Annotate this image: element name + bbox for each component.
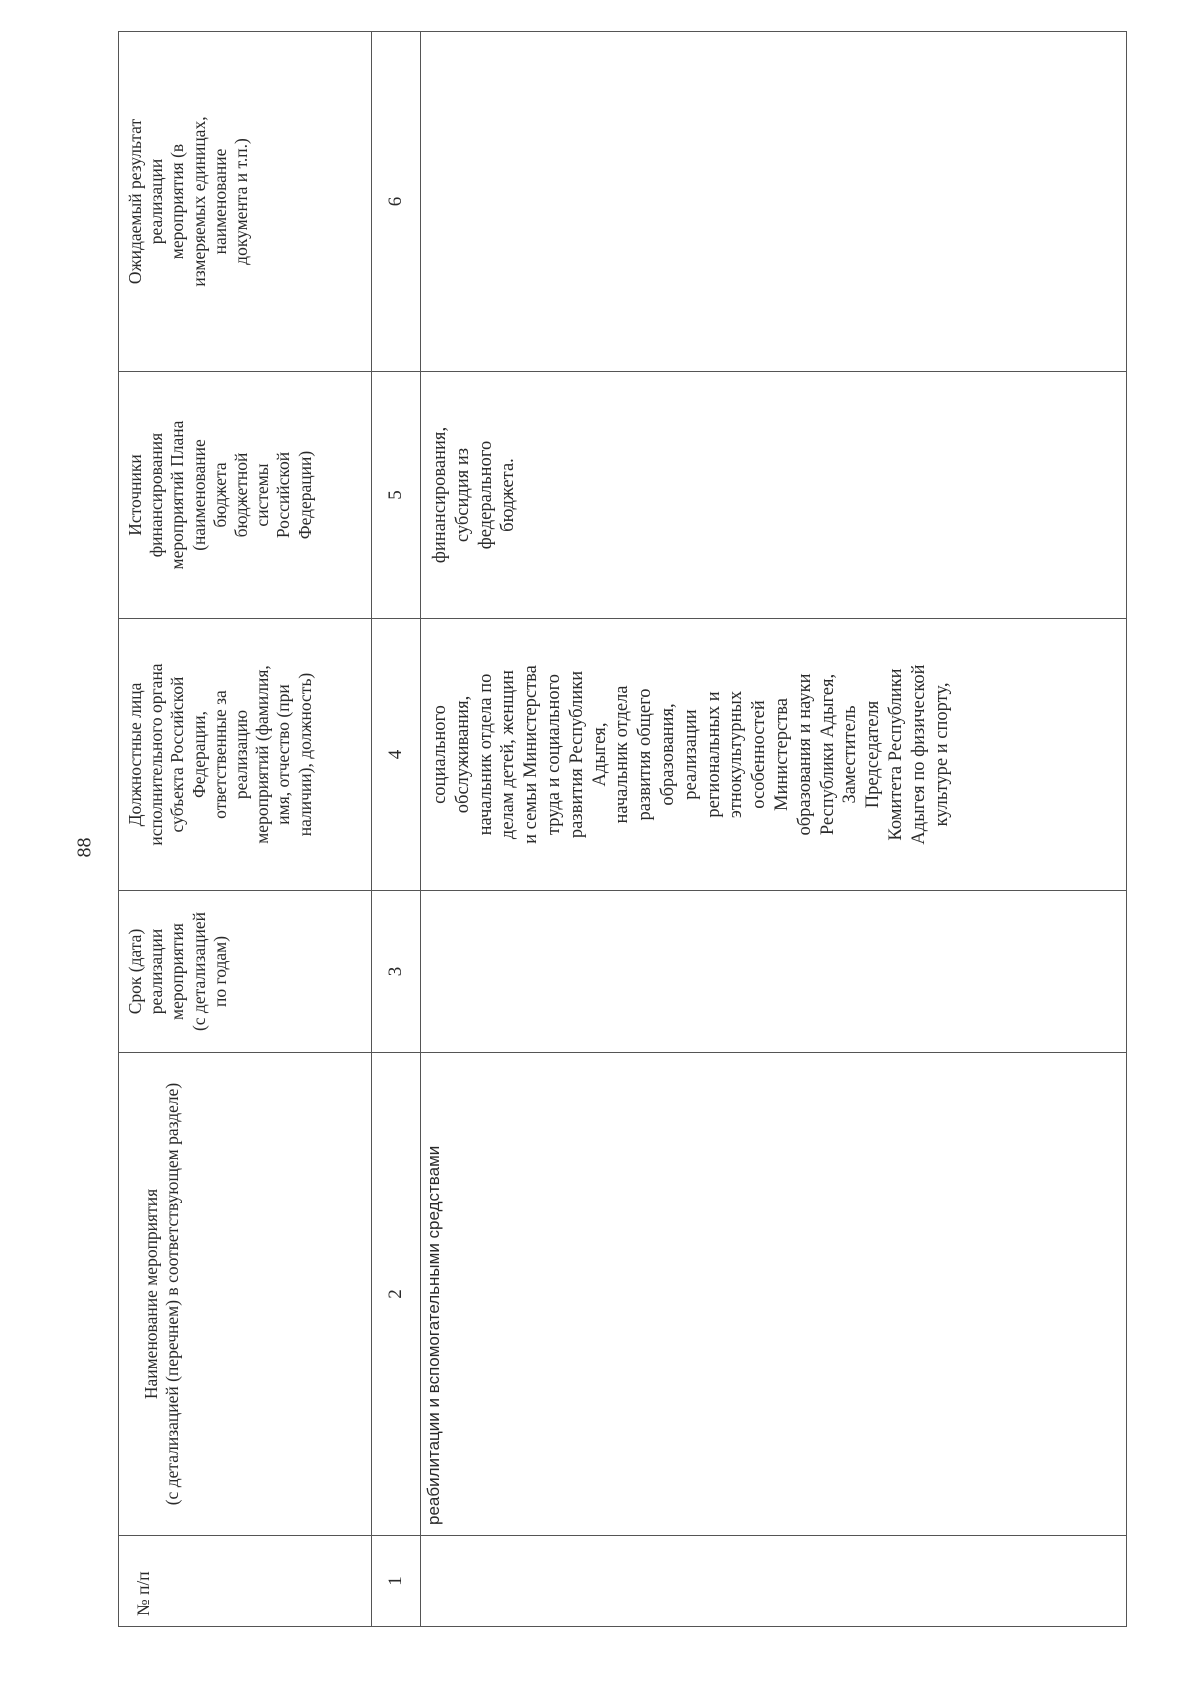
text-line: № п/п [133, 1571, 153, 1616]
text-line: бюджетной [231, 452, 252, 538]
text-line: и семьи Министерства [521, 665, 542, 844]
text-line: исполнительного органа [146, 663, 167, 846]
text-line: реализации [146, 928, 167, 1015]
text-line: финансирования [146, 432, 167, 558]
column-number-3: 3 [372, 891, 421, 1053]
text-line: Министерства [771, 698, 792, 811]
text-line: реализацию [231, 709, 252, 800]
text-line: Комитета Республики [885, 668, 906, 841]
cell-responsible-officials [421, 619, 1127, 891]
text-line: Республики Адыгея, [817, 673, 838, 836]
column-number-6: 6 [372, 32, 421, 372]
column-number-2: 2 [372, 1053, 421, 1536]
header-col3 [119, 891, 372, 1053]
cell-activity-name: реабилитации и вспомогательными средствами [421, 1053, 1127, 1536]
page-number: 88 [73, 837, 96, 858]
text-line: Наименование мероприятия [141, 1188, 161, 1400]
text-line: субъекта Российской [167, 676, 188, 833]
text-line: Федерации, [188, 710, 209, 799]
text-line: Срок (дата) [125, 928, 145, 1015]
text-line: наличии), должность) [294, 672, 315, 837]
text-line: Российской [273, 451, 294, 539]
header-col1 [119, 1536, 372, 1627]
column-number-5: 5 [372, 372, 421, 619]
table-header-row [119, 32, 372, 1627]
text-line: федерального [475, 440, 496, 550]
text-line: бюджета. [498, 458, 519, 532]
text-line: развития Республики [566, 670, 587, 839]
text-line: мероприятия [167, 923, 188, 1020]
header-col2 [119, 1053, 372, 1536]
text-line: (с детализацией (перечнем) в соответствующем разделе) [162, 1082, 183, 1506]
text-line: бюджета [209, 462, 230, 528]
header-col5 [119, 372, 372, 619]
cell-number [421, 1536, 1127, 1627]
text-line: социального [430, 705, 450, 804]
text-line: Адыгея, [589, 722, 610, 787]
text-line: реализации [146, 158, 167, 245]
text-line: мероприятий (фамилия, [252, 665, 273, 844]
text-line: системы [252, 463, 273, 527]
text-line: начальник отдела по [475, 673, 496, 836]
header-col6 [119, 32, 372, 372]
text-line: финансирования, [430, 426, 450, 564]
header-col4 [119, 619, 372, 891]
text-line: развития общего [635, 688, 656, 821]
text-line: Должностные лица [125, 682, 145, 827]
text-line: (наименование [188, 439, 209, 551]
rotated-table-container [118, 48, 1127, 1627]
text-line: этнокультурных [726, 690, 747, 819]
table-row [421, 32, 1127, 1627]
text-line: образования, [657, 703, 678, 806]
text-line: Ожидаемый результат [125, 118, 145, 285]
text-line: Источники [125, 454, 145, 536]
text-line: субсидия из [452, 447, 473, 543]
text-line: мероприятий Плана [167, 420, 188, 570]
text-line: измеряемых единицах, [188, 116, 209, 287]
column-number-row [372, 32, 421, 1627]
text-line: ответственные за [209, 690, 230, 819]
text-line: имя, отчество (при [273, 684, 294, 825]
text-line: труда и социального [543, 674, 564, 836]
text-line: Адыгея по физической [908, 664, 929, 845]
text-line: начальник отдела [612, 685, 633, 824]
text-line: Председателя [863, 700, 884, 809]
text-line: культуре и спорту, [931, 682, 952, 827]
text-line: реализации [680, 709, 701, 800]
text-line: обслуживания, [452, 695, 473, 814]
text-line: (с детализацией [188, 911, 209, 1032]
cell-deadline [421, 891, 1127, 1053]
cell-funding-sources [421, 372, 1127, 619]
column-number-4: 4 [372, 619, 421, 891]
cell-expected-result [421, 32, 1127, 372]
column-number-1: 1 [372, 1536, 421, 1627]
text-line: наименование [209, 148, 230, 255]
text-line: делам детей, женщин [498, 669, 519, 840]
text-line: образования и науки [794, 673, 815, 836]
plan-table [118, 31, 1127, 1627]
text-line: особенностей [749, 700, 770, 809]
text-line: мероприятия (в [167, 143, 188, 260]
text-line: региональных и [703, 691, 724, 818]
text-line: Заместитель [840, 705, 861, 804]
text-line: Федерации) [294, 450, 315, 540]
text-line: документа и т.п.) [231, 138, 252, 265]
text-line: по годам) [209, 935, 230, 1008]
